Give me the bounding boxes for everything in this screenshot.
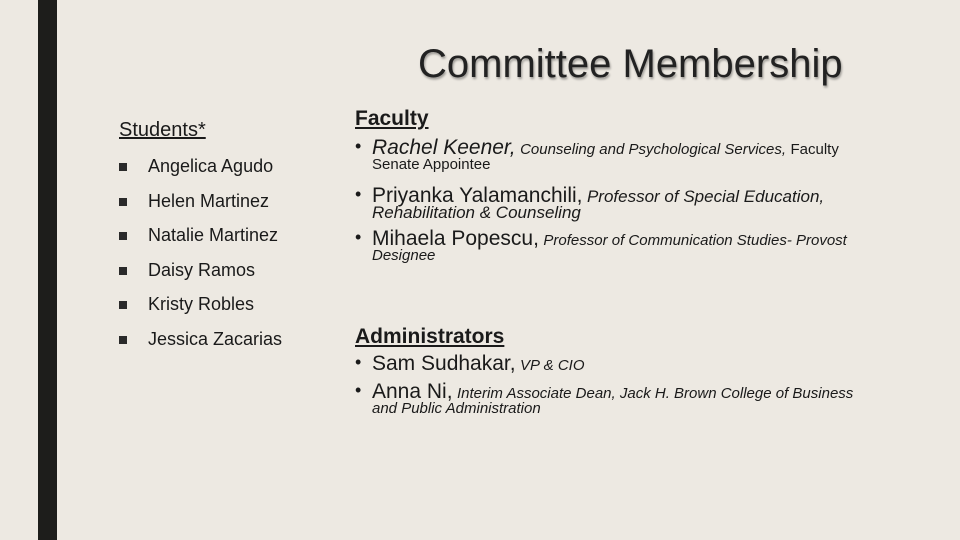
square-bullet-icon [119,163,127,171]
square-bullet-icon [119,301,127,309]
administrators-section [355,325,955,417]
list-item: Daisy Ramos [119,260,282,295]
list-item: • Rachel Keener, Counseling and Psychological Services, Faculty Senate Appointee [355,136,839,173]
bullet-icon: • [355,352,362,372]
students-list [119,156,282,363]
list-item: Kristy Robles [119,294,282,329]
list-item: • Priyanka Yalamanchili, Professor of Special Education, Rehabilitation & Counseling [355,184,825,222]
faculty-heading: Faculty [355,107,429,130]
faculty-section [355,107,955,264]
square-bullet-icon [119,267,127,275]
list-item: • Sam Sudhakar, VP & CIO [355,352,585,375]
bullet-icon: • [355,184,362,204]
bullet-icon: • [355,227,362,247]
square-bullet-icon [119,232,127,240]
bullet-icon: • [355,136,362,156]
square-bullet-icon [119,336,127,344]
list-item: • Mihaela Popescu, Professor of Communication Studies- Provost Designee [355,227,847,264]
square-bullet-icon [119,198,127,206]
list-item: • Anna Ni, Interim Associate Dean, Jack H. Brown College of Business and Public Administration [355,380,854,417]
list-item: Angelica Agudo [119,156,282,191]
students-heading: Students* [119,119,206,141]
bullet-icon: • [355,380,362,400]
list-item: Natalie Martinez [119,225,282,260]
list-item: Helen Martinez [119,191,282,226]
administrators-heading: Administrators [355,325,505,348]
list-item: Jessica Zacarias [119,329,282,364]
left-accent-bar [38,0,57,540]
slide-title: Committee Membership [418,42,843,86]
